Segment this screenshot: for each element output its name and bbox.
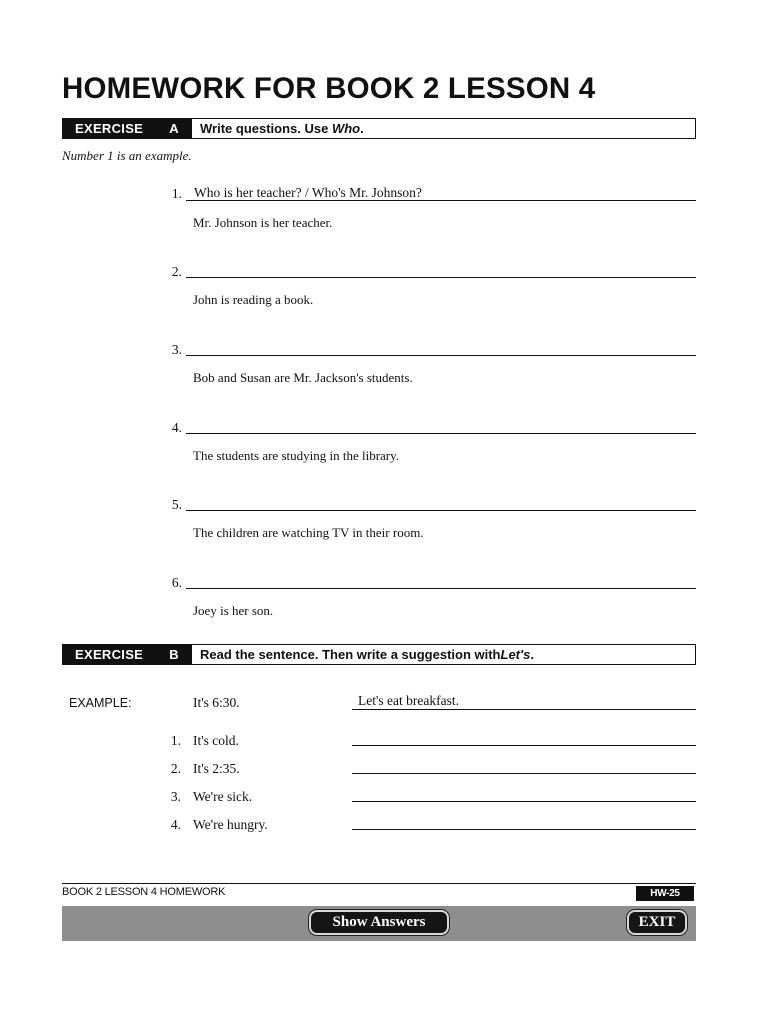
exercise-a-item-3-number: 3.	[171, 342, 182, 357]
footer-label: BOOK 2 LESSON 4 HOMEWORK	[62, 886, 226, 898]
exercise-a-item-4-answer-line[interactable]	[186, 433, 696, 434]
exercise-b-item-3-answer-line[interactable]	[352, 801, 696, 802]
show-answers-button[interactable]: Show Answers	[309, 910, 449, 935]
exercise-b-item-2-sentence: It's 2:35.	[193, 761, 240, 776]
footer-divider	[62, 883, 696, 884]
exercise-b-header	[62, 644, 696, 665]
page-title: HOMEWORK FOR BOOK 2 LESSON 4	[62, 72, 596, 105]
exercise-a-header	[62, 118, 696, 139]
exercise-b-tag-letter: B	[169, 647, 179, 662]
exercise-a-item-5-number: 5.	[171, 497, 182, 512]
exercise-a-instruction-prefix: Write questions. Use	[200, 121, 329, 136]
exercise-b-item-2-answer-line[interactable]	[352, 773, 696, 774]
exercise-a-item-2-number: 2.	[171, 264, 182, 279]
exercise-b-item-1-number: 1.	[170, 733, 181, 748]
exercise-a-instruction-suffix: .	[360, 121, 364, 136]
exercise-b-item-3-number: 3.	[170, 789, 181, 804]
exercise-a-item-1-answer: Who is her teacher? / Who's Mr. Johnson?	[194, 185, 422, 200]
navigation-bar	[62, 906, 696, 941]
exercise-b-instruction-prefix: Read the sentence. Then write a suggestion with	[200, 647, 501, 662]
exercise-b-item-4-answer-line[interactable]	[352, 829, 696, 830]
exercise-a-item-6-answer-line[interactable]	[186, 588, 696, 589]
exercise-a-item-5-statement: The children are watching TV in their room.	[193, 525, 424, 540]
exercise-b-instruction-emphasis: Let's	[500, 647, 531, 662]
exit-button[interactable]: EXIT	[627, 910, 687, 935]
exercise-a-item-5-answer-line[interactable]	[186, 510, 696, 511]
exercise-b-item-2-number: 2.	[170, 761, 181, 776]
page-number-badge: HW-25	[636, 886, 694, 901]
exercise-b-item-1-answer-line[interactable]	[352, 745, 696, 746]
exercise-a-tag-word: EXERCISE	[75, 121, 144, 136]
exercise-a-note: Number 1 is an example.	[62, 148, 192, 163]
exercise-a-tag	[63, 119, 192, 138]
exercise-a-item-1-number: 1.	[171, 186, 182, 201]
exercise-a-item-4-statement: The students are studying in the library.	[193, 448, 400, 463]
exercise-a-item-4-number: 4.	[171, 420, 182, 435]
exercise-a-item-6-statement: Joey is her son.	[193, 603, 274, 618]
exercise-b-instruction-suffix: .	[530, 647, 534, 662]
exercise-b-tag	[63, 645, 192, 664]
exercise-a-tag-letter: A	[169, 121, 179, 136]
exercise-b-item-1-sentence: It's cold.	[193, 733, 239, 748]
exercise-a-item-6-number: 6.	[171, 575, 182, 590]
exercise-a-instruction	[192, 119, 364, 138]
exercise-a-item-2-answer-line[interactable]	[186, 277, 696, 278]
exercise-b-example-sentence: It's 6:30.	[193, 695, 240, 710]
exercise-b-example-answer: Let's eat breakfast.	[358, 693, 460, 708]
exercise-a-item-3-statement: Bob and Susan are Mr. Jackson's students.	[193, 370, 413, 385]
exercise-a-instruction-emphasis: Who	[331, 121, 361, 136]
exercise-b-tag-word: EXERCISE	[75, 647, 144, 662]
exercise-a-item-1-statement: Mr. Johnson is her teacher.	[193, 215, 333, 230]
exercise-b-instruction	[192, 645, 534, 664]
exercise-b-example-label: EXAMPLE:	[69, 696, 132, 710]
exercise-b-example-answer-line	[352, 709, 696, 710]
exercise-a-item-3-answer-line[interactable]	[186, 355, 696, 356]
exercise-b-item-4-number: 4.	[170, 817, 181, 832]
exercise-a-item-2-statement: John is reading a book.	[193, 292, 314, 307]
exercise-b-item-3-sentence: We're sick.	[193, 789, 253, 804]
exercise-b-item-4-sentence: We're hungry.	[193, 817, 268, 832]
